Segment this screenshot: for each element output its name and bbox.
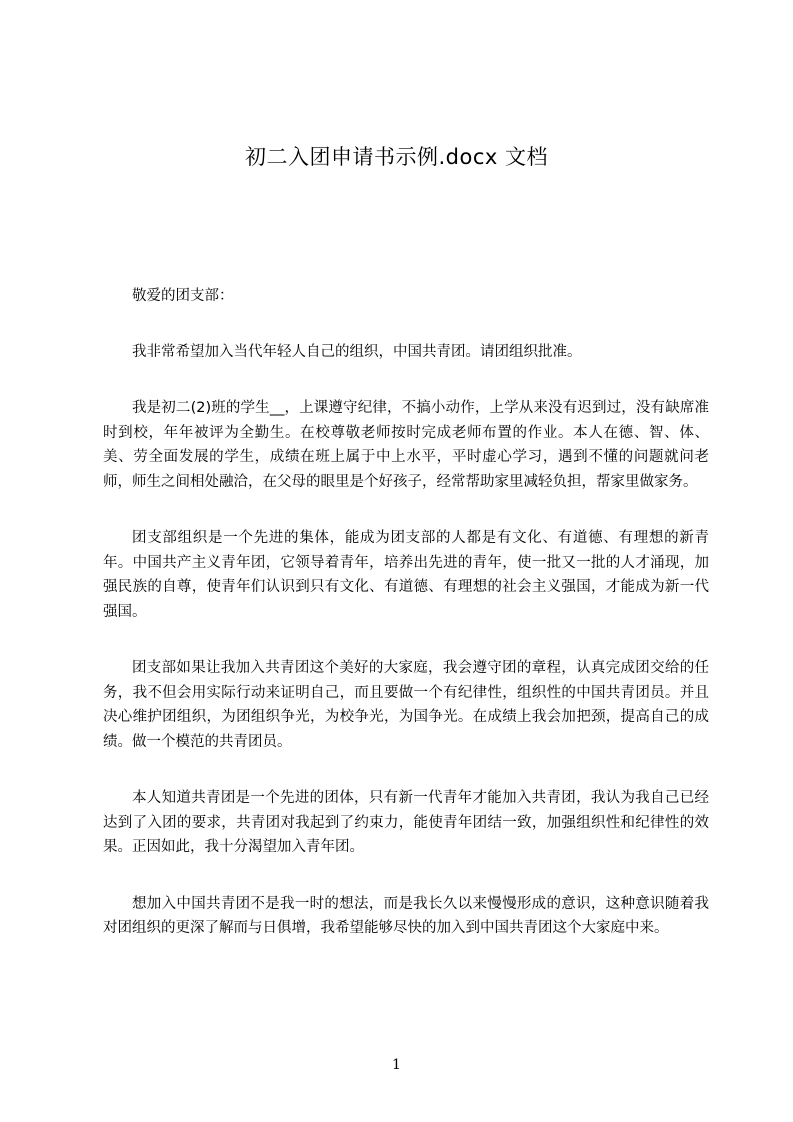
paragraph-3: 团支部组织是一个先进的集体，能成为团支部的人都是有文化、有道德、有理想的新青年。中国共产主义青年团，它领导着青年，培养出先进的青年，使一批又一批的人才涌现，加强民族的自尊，使青年们认识到只有文化、有道德、有理想的社会主义强国，才能成为新一代强国。 <box>103 530 709 620</box>
paragraph-2: 我是初二(2)班的学生__，上课遵守纪律，不搞小动作，上学从来没有迟到过，没有缺席准时到校，年年被评为全勤生。在校尊敬老师按时完成老师布置的作业。本人在德、智、体、美、劳全面发展的学生，成绩在班上属于中上水平，平时虚心学习，遇到不懂的问题就问老师，师生之间相处融洽，在父母的眼里是个好孩子，经常帮助家里减轻负担，帮家里做家务。 <box>103 400 709 490</box>
paragraph-5: 本人知道共青团是一个先进的团体，只有新一代青年才能加入共青团，我认为我自己已经达到了入团的要求，共青团对我起到了约束力，能使青年团结一致，加强组织性和纪律性的效果。正因如此，我十分渴望加入青年团。 <box>103 790 709 855</box>
document-body <box>103 284 709 973</box>
page-number: 1 <box>392 1057 401 1073</box>
paragraph-1: 我非常希望加入当代年轻人自己的组织，中国共青团。请团组织批准。 <box>132 343 582 360</box>
document-title: 初二入团申请书示例.docx 文档 <box>244 145 548 169</box>
paragraph-4: 团支部如果让我加入共青团这个美好的大家庭，我会遵守团的章程，认真完成团交给的任务，我不但会用实际行动来证明自己，而且要做一个有纪律性，组织性的中国共青团员。并且决心维护团组织，为团组织争光，为校争光，为国争光。在成绩上我会加把颈，提高自己的成绩。做一个模范的共青团员。 <box>103 660 709 750</box>
paragraph-6: 想加入中国共青团不是我一时的想法，而是我长久以来慢慢形成的意识，这种意识随着我对团组织的更深了解而与日俱增，我希望能够尽快的加入到中国共青团这个大家庭中来。 <box>103 895 709 936</box>
salutation: 敬爱的团支部： <box>132 288 234 304</box>
